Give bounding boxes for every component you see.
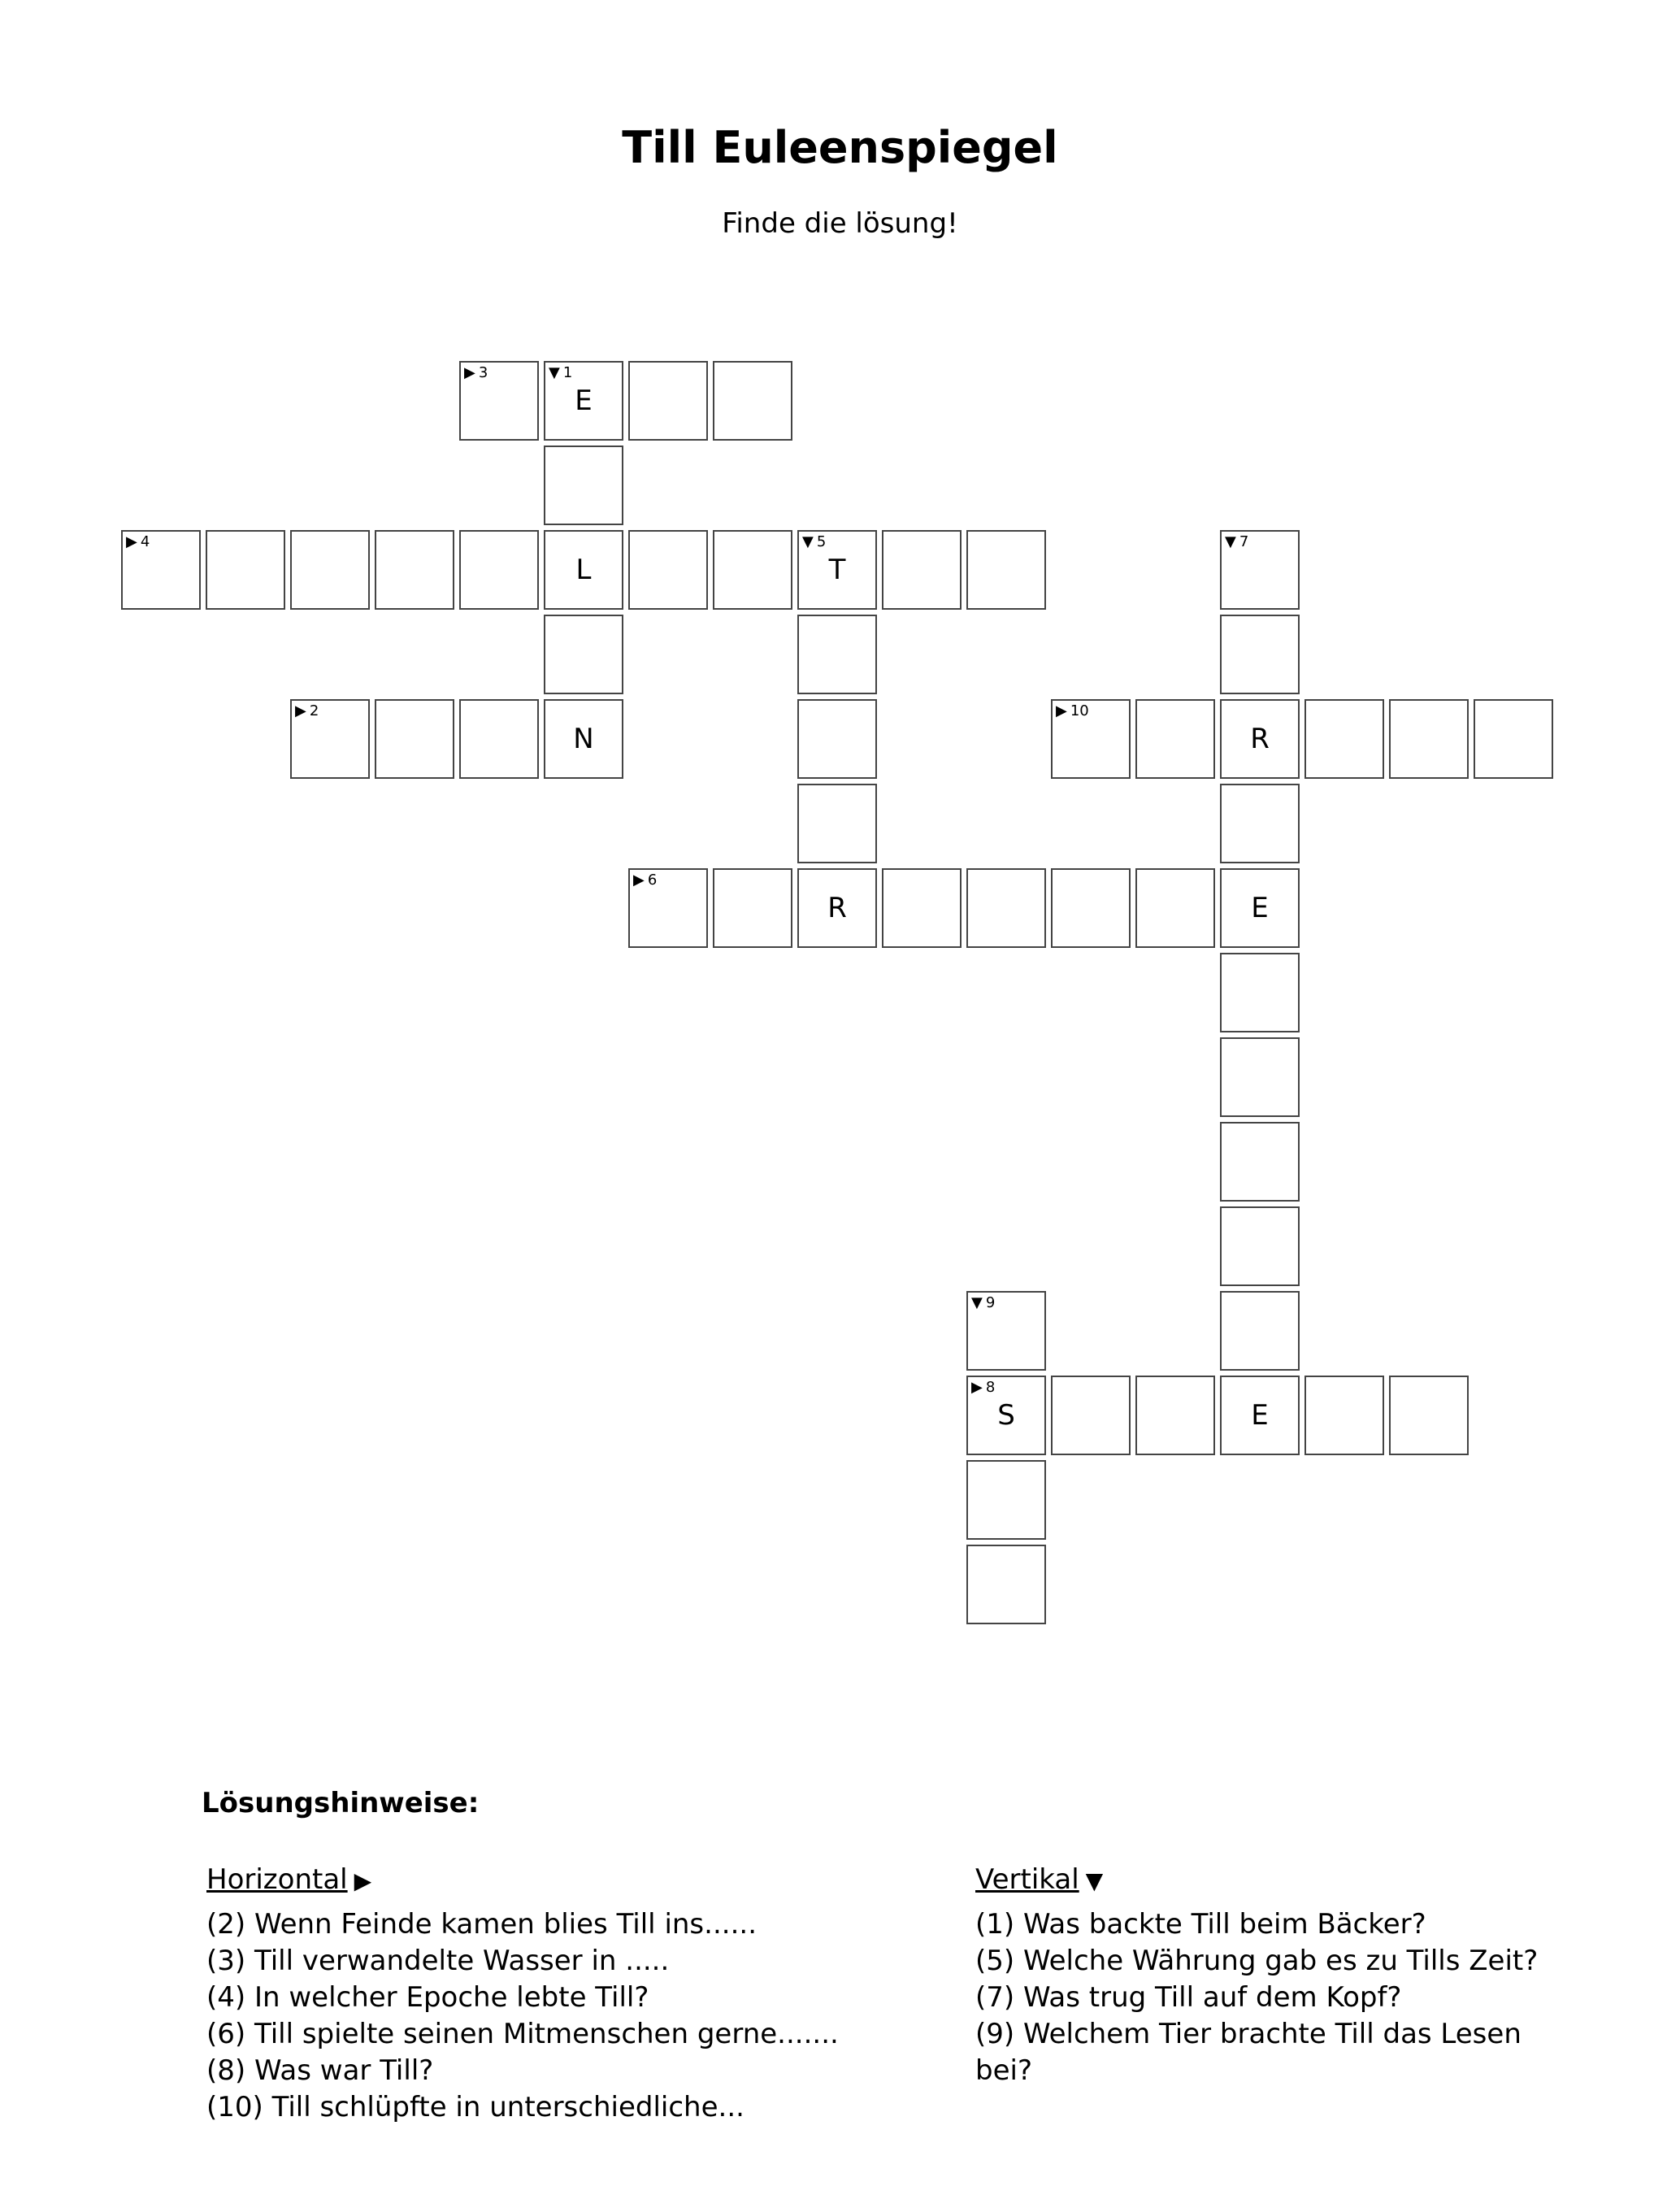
crossword-cell[interactable] <box>121 530 201 610</box>
crossword-cell[interactable] <box>1220 699 1300 779</box>
down-arrow-icon: ▼ <box>802 533 814 550</box>
down-arrow-icon: ▼ <box>1085 1867 1104 1894</box>
crossword-cell[interactable] <box>1474 699 1553 779</box>
clue-number: ▼ 1 <box>549 364 573 381</box>
crossword-cell[interactable] <box>544 699 623 779</box>
crossword-cell[interactable] <box>1220 530 1300 610</box>
crossword-cell[interactable] <box>544 361 623 441</box>
crossword-cell[interactable] <box>966 1376 1046 1455</box>
hints-title: Lösungshinweise: <box>202 1787 480 1819</box>
crossword-cell[interactable] <box>628 361 708 441</box>
crossword-cell[interactable] <box>1220 1206 1300 1286</box>
cell-letter: L <box>575 554 592 586</box>
clue-across-2: (2) Wenn Feinde kamen blies Till ins...... <box>206 1908 757 1941</box>
clue-across-6: (6) Till spielte seinen Mitmenschen gerne....... <box>206 2018 839 2050</box>
crossword-cell[interactable] <box>713 361 792 441</box>
crossword-cell[interactable] <box>1220 953 1300 1032</box>
down-arrow-icon: ▼ <box>549 364 560 381</box>
horizontal-heading: Horizontal <box>206 1863 348 1896</box>
crossword-cell[interactable] <box>1220 868 1300 948</box>
crossword-cell[interactable] <box>206 530 285 610</box>
cell-letter: T <box>828 554 846 586</box>
crossword-cell[interactable] <box>1304 699 1384 779</box>
crossword-cell[interactable] <box>628 868 708 948</box>
clue-number: ▶ 10 <box>1056 702 1089 719</box>
crossword-cell[interactable] <box>797 615 877 694</box>
cell-letter: R <box>827 892 847 924</box>
crossword-cell[interactable] <box>882 868 962 948</box>
crossword-cell[interactable] <box>544 615 623 694</box>
crossword-cell[interactable] <box>797 699 877 779</box>
clue-number: ▶ 3 <box>464 364 488 381</box>
crossword-cell[interactable] <box>375 699 454 779</box>
down-arrow-icon: ▼ <box>971 1294 983 1311</box>
crossword-cell[interactable] <box>882 530 962 610</box>
crossword-cell[interactable] <box>459 699 539 779</box>
crossword-cell[interactable] <box>1389 699 1469 779</box>
down-arrow-icon: ▼ <box>1225 533 1236 550</box>
crossword-cell[interactable] <box>544 446 623 525</box>
cell-letter: R <box>1250 723 1270 755</box>
clue-down-5: (5) Welche Währung gab es zu Tills Zeit? <box>975 1945 1539 1977</box>
clue-number: ▶ 4 <box>126 533 150 550</box>
crossword-cell[interactable] <box>375 530 454 610</box>
crossword-cell[interactable] <box>713 868 792 948</box>
page-subtitle: Finde die lösung! <box>722 207 958 240</box>
crossword-cell[interactable] <box>290 699 370 779</box>
clue-across-8: (8) Was war Till? <box>206 2054 434 2087</box>
crossword-cell[interactable] <box>1304 1376 1384 1455</box>
crossword-cell[interactable] <box>459 361 539 441</box>
right-arrow-icon: ▶ <box>126 533 137 550</box>
vertical-clues <box>975 1862 1577 2089</box>
clue-down-7: (7) Was trug Till auf dem Kopf? <box>975 1981 1402 2014</box>
crossword-cell[interactable] <box>1220 1291 1300 1371</box>
crossword-cell[interactable] <box>1389 1376 1469 1455</box>
clue-number: ▼ 9 <box>971 1294 996 1311</box>
crossword-cell[interactable] <box>966 1460 1046 1540</box>
crossword-cell[interactable] <box>1220 615 1300 694</box>
crossword-cell[interactable] <box>1220 784 1300 863</box>
crossword-cell[interactable] <box>713 530 792 610</box>
crossword-cell[interactable] <box>544 530 623 610</box>
right-arrow-icon: ▶ <box>633 871 645 889</box>
cell-letter: S <box>997 1399 1015 1432</box>
horizontal-clues <box>206 1862 922 2126</box>
cell-letter: N <box>573 723 594 755</box>
crossword-cell[interactable] <box>1220 1376 1300 1455</box>
right-arrow-icon: ▶ <box>971 1379 983 1396</box>
crossword-cell[interactable] <box>966 868 1046 948</box>
crossword-cell[interactable] <box>1051 699 1131 779</box>
crossword-cell[interactable] <box>1051 1376 1131 1455</box>
right-arrow-icon: ▶ <box>1056 702 1067 719</box>
crossword-cell[interactable] <box>1051 868 1131 948</box>
right-arrow-icon: ▶ <box>295 702 306 719</box>
clue-across-10: (10) Till schlüpfte in unterschiedliche... <box>206 2091 744 2123</box>
right-arrow-icon: ▶ <box>354 1867 372 1894</box>
clue-number: ▶ 8 <box>971 1379 996 1396</box>
clue-down-1: (1) Was backte Till beim Bäcker? <box>975 1908 1426 1941</box>
clue-number: ▶ 6 <box>633 871 658 889</box>
crossword-cell[interactable] <box>797 784 877 863</box>
crossword-cell[interactable] <box>1220 1122 1300 1202</box>
clue-number: ▼ 5 <box>802 533 827 550</box>
clue-across-4: (4) In welcher Epoche lebte Till? <box>206 1981 649 2014</box>
crossword-cell[interactable] <box>797 868 877 948</box>
crossword-cell[interactable] <box>459 530 539 610</box>
cell-letter: E <box>1251 892 1269 924</box>
clue-down-9: (9) Welchem Tier brachte Till das Lesen bei? <box>975 2018 1522 2087</box>
cell-letter: E <box>1251 1399 1269 1432</box>
page-title: Till Euleenspiegel <box>622 122 1058 173</box>
crossword-cell[interactable] <box>966 1545 1046 1624</box>
crossword-cell[interactable] <box>628 530 708 610</box>
clue-number: ▶ 2 <box>295 702 319 719</box>
crossword-cell[interactable] <box>966 530 1046 610</box>
crossword-cell[interactable] <box>797 530 877 610</box>
vertical-heading: Vertikal <box>975 1863 1079 1896</box>
right-arrow-icon: ▶ <box>464 364 475 381</box>
crossword-cell[interactable] <box>1135 1376 1215 1455</box>
clue-across-3: (3) Till verwandelte Wasser in ..... <box>206 1945 670 1977</box>
clue-number: ▼ 7 <box>1225 533 1249 550</box>
crossword-cell[interactable] <box>1220 1037 1300 1117</box>
crossword-cell[interactable] <box>1135 868 1215 948</box>
crossword-cell[interactable] <box>290 530 370 610</box>
crossword-cell[interactable] <box>966 1291 1046 1371</box>
crossword-cell[interactable] <box>1135 699 1215 779</box>
cell-letter: E <box>575 385 593 417</box>
